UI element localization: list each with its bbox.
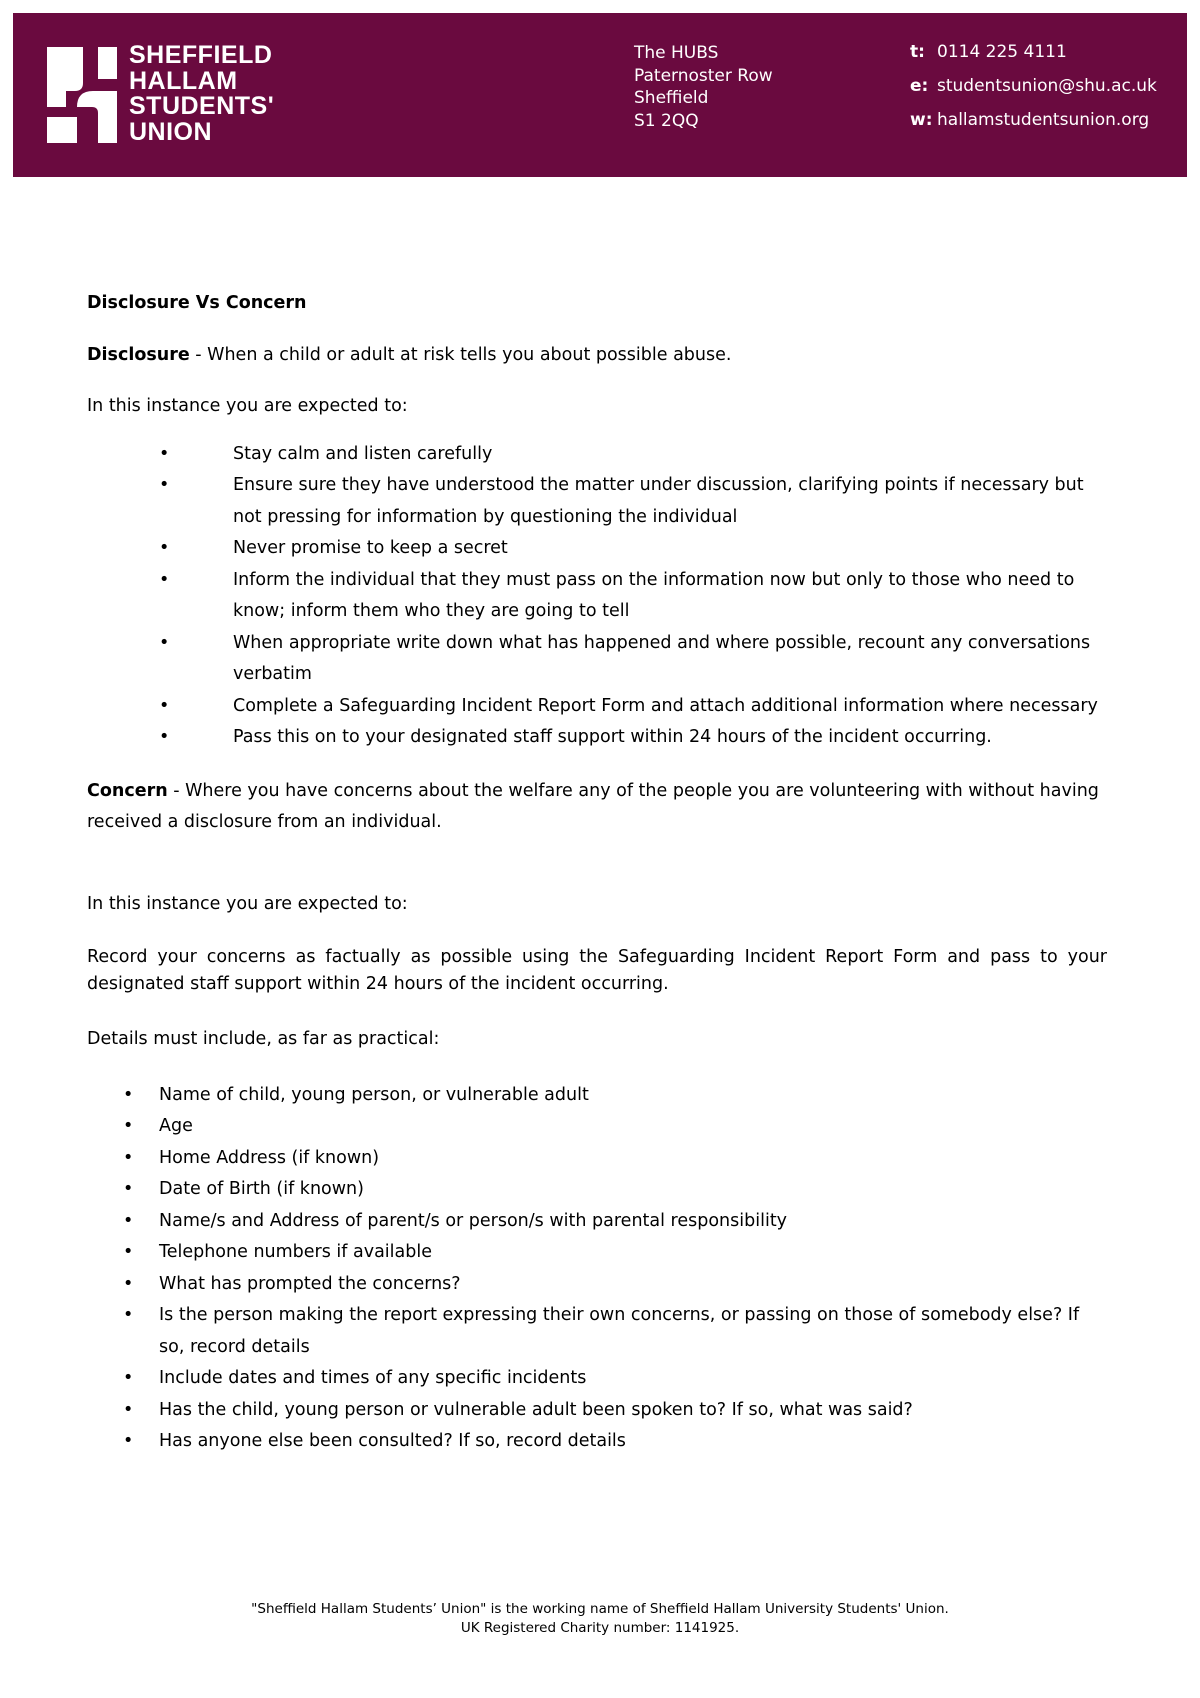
list-item: • Is the person making the report expressing their own concerns, or passing on those of somebody else? If so, record details bbox=[123, 1305, 1080, 1357]
expected-intro-disclosure: In this instance you are expected to: bbox=[87, 396, 408, 416]
disclosure-bullet-list bbox=[87, 439, 1107, 754]
union-logo-text: SHEFFIELD HALLAM STUDENTS' UNION bbox=[129, 41, 275, 146]
list-item: • Age bbox=[123, 1116, 193, 1136]
list-item: • Pass this on to your designated staff support within 24 hours of the incident occurring. bbox=[159, 727, 992, 747]
list-item: • Name/s and Address of parent/s or person/s with parental responsibility bbox=[123, 1210, 788, 1231]
details-bullet-list bbox=[87, 1080, 1107, 1458]
list-item: • Never promise to keep a secret bbox=[159, 538, 508, 558]
contact-details bbox=[910, 42, 1157, 144]
footer-charity-number: UK Registered Charity number: 1141925. bbox=[460, 1620, 740, 1636]
contact-telephone: t: 0114 225 4111 bbox=[910, 42, 1067, 62]
list-item: • Inform the individual that they must pass on the information now but only to those who need to know; inform them who they are going to tell bbox=[159, 569, 1075, 621]
details-intro: Details must include, as far as practical: bbox=[87, 1029, 440, 1049]
union-logo-icon bbox=[47, 47, 117, 143]
footer-working-name: "Sheffield Hallam Students’ Union" is the working name of Sheffield Hallam University Students' Union. bbox=[251, 1601, 949, 1617]
section-title: Disclosure Vs Concern bbox=[87, 293, 307, 313]
list-item: • Include dates and times of any specific incidents bbox=[123, 1368, 587, 1388]
expected-intro-concern: In this instance you are expected to: bbox=[87, 893, 408, 914]
contact-website[interactable]: w: hallamstudentsunion.org bbox=[910, 110, 1150, 130]
letterhead-banner bbox=[13, 13, 1187, 177]
list-item: • Home Address (if known) bbox=[123, 1147, 380, 1168]
list-item: • Stay calm and listen carefully bbox=[159, 443, 493, 464]
list-item: • Name of child, young person, or vulnerable adult bbox=[123, 1084, 589, 1105]
contact-email[interactable]: e: studentsunion@shu.ac.uk bbox=[910, 76, 1157, 96]
list-item: • What has prompted the concerns? bbox=[123, 1273, 461, 1294]
list-item: • Date of Birth (if known) bbox=[123, 1179, 364, 1199]
record-concerns-instruction: Record your concerns as factually as possible using the Safeguarding Incident Report Form and pass to your designated staff support within 24 hours of the incident occurring. bbox=[87, 947, 1107, 994]
list-item: • Has anyone else been consulted? If so, record details bbox=[123, 1431, 626, 1451]
postal-address: The HUBS Paternoster Row Sheffield S1 2QQ bbox=[634, 43, 773, 131]
list-item: • When appropriate write down what has happened and where possible, recount any conversations verbatim bbox=[159, 632, 1091, 684]
document-body bbox=[87, 288, 1107, 1458]
disclosure-definition: Disclosure - When a child or adult at risk tells you about possible abuse. bbox=[87, 344, 732, 365]
concern-definition: Concern - Where you have concerns about the welfare any of the people you are volunteering with without having received a disclosure from an individual. bbox=[87, 780, 1099, 832]
list-item: • Has the child, young person or vulnerable adult been spoken to? If so, what was said? bbox=[123, 1399, 913, 1420]
list-item: • Complete a Safeguarding Incident Report Form and attach additional information where necessary bbox=[159, 695, 1098, 716]
list-item: • Ensure sure they have understood the matter under discussion, clarifying points if necessary but not pressing for information by questioning the individual bbox=[159, 475, 1084, 527]
page-footer bbox=[0, 1600, 1200, 1638]
list-item: • Telephone numbers if available bbox=[123, 1242, 432, 1262]
